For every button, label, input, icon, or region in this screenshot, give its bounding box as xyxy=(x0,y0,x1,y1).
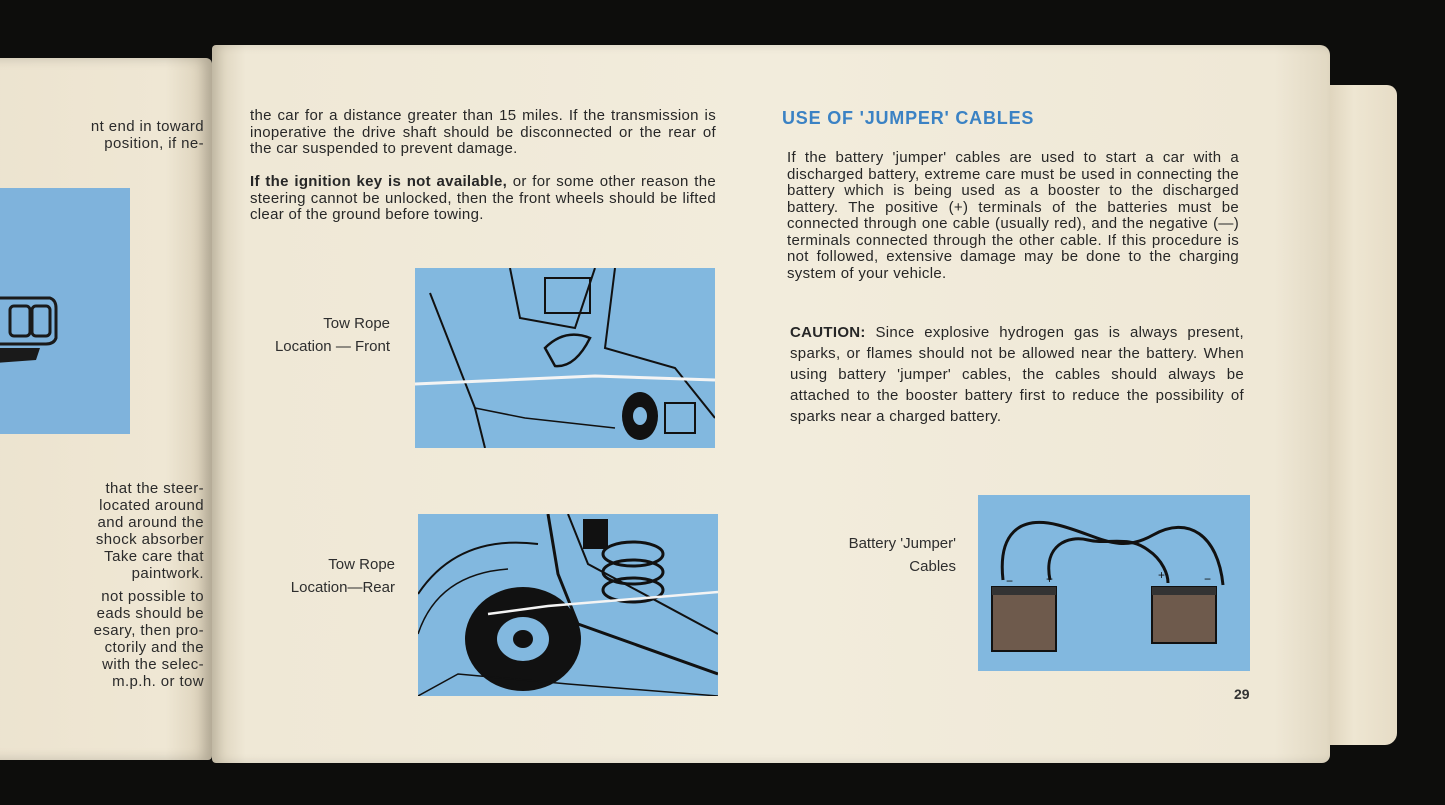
tow-rope-front-caption xyxy=(240,312,390,358)
ignition-key-bold: If the ignition key is not available, xyxy=(250,173,508,190)
pos-terminal-glyph-2: + xyxy=(1158,568,1166,582)
towing-paragraph: the car for a distance greater than 15 miles. If the transmission is inoperative the drive shaft should be disconnected or the rear of the car suspended to prevent damage. xyxy=(250,107,716,157)
tow-rope-rear-caption-line1: Tow Rope xyxy=(328,556,395,573)
tow-rope-front-caption-line1: Tow Rope xyxy=(323,315,390,332)
tow-rope-rear-caption-line2: Location—Rear xyxy=(290,579,395,596)
battery-jumper-illustration xyxy=(978,495,1250,671)
jumper-cables-paragraph: If the battery 'jumper' cables are used to start a car with a discharged battery, extreme care must be used in connecting the battery which is being used as a booster to the discharged battery. The positive (+) terminals of the batteries must be connected through one cable (usually red), and the negative (—) terminals connected through the other cable. If this procedure is not followed, extensive damage may be done to the charging system of your vehicle. xyxy=(787,149,1239,282)
ignition-key-text: or for some other reason the steering cannot be unlocked, then the front wheels should be lifted clear of the ground before towing. xyxy=(250,173,716,223)
caution-text: Since explosive hydrogen gas is always present, sparks, or flames should not be allowed near the battery. When using battery 'jumper' cables, the cables should always be attached to the booster battery first to reduce the possibility of sparks near a charged battery. xyxy=(790,324,1244,425)
caution-paragraph xyxy=(790,322,1244,427)
tow-rope-rear-illustration xyxy=(418,514,718,696)
tow-rope-rear-caption xyxy=(245,553,395,599)
battery-jumper-caption xyxy=(780,532,956,578)
tow-rope-front-caption-line2: Location — Front xyxy=(274,338,390,355)
neg-terminal-glyph-2: − xyxy=(1204,572,1212,586)
left-page-car-photo xyxy=(0,188,130,434)
tow-rope-front-illustration xyxy=(415,268,715,448)
neg-terminal-glyph: − xyxy=(1006,574,1014,588)
ignition-key-paragraph xyxy=(250,174,716,224)
pos-terminal-glyph: + xyxy=(1046,572,1054,586)
page-stack-edge xyxy=(1325,85,1397,745)
left-page-middle-text: that the steer- located around and around the shock absorber Take care that paintwork. xyxy=(95,480,204,582)
battery-jumper-caption-line2: Cables xyxy=(909,558,956,575)
left-page-top-text: nt end in toward position, if ne- xyxy=(90,118,204,152)
battery-jumper-caption-line1: Battery 'Jumper' xyxy=(848,535,956,552)
left-page xyxy=(0,58,212,760)
page-number: 29 xyxy=(1234,686,1250,702)
left-page-bottom-text: not possible to eads should be esary, then pro- ctorily and the with the selec- m.p.h. or tow xyxy=(93,588,204,690)
caution-label: CAUTION: xyxy=(790,324,866,341)
jumper-cables-heading: USE OF 'JUMPER' CABLES xyxy=(782,108,1035,128)
